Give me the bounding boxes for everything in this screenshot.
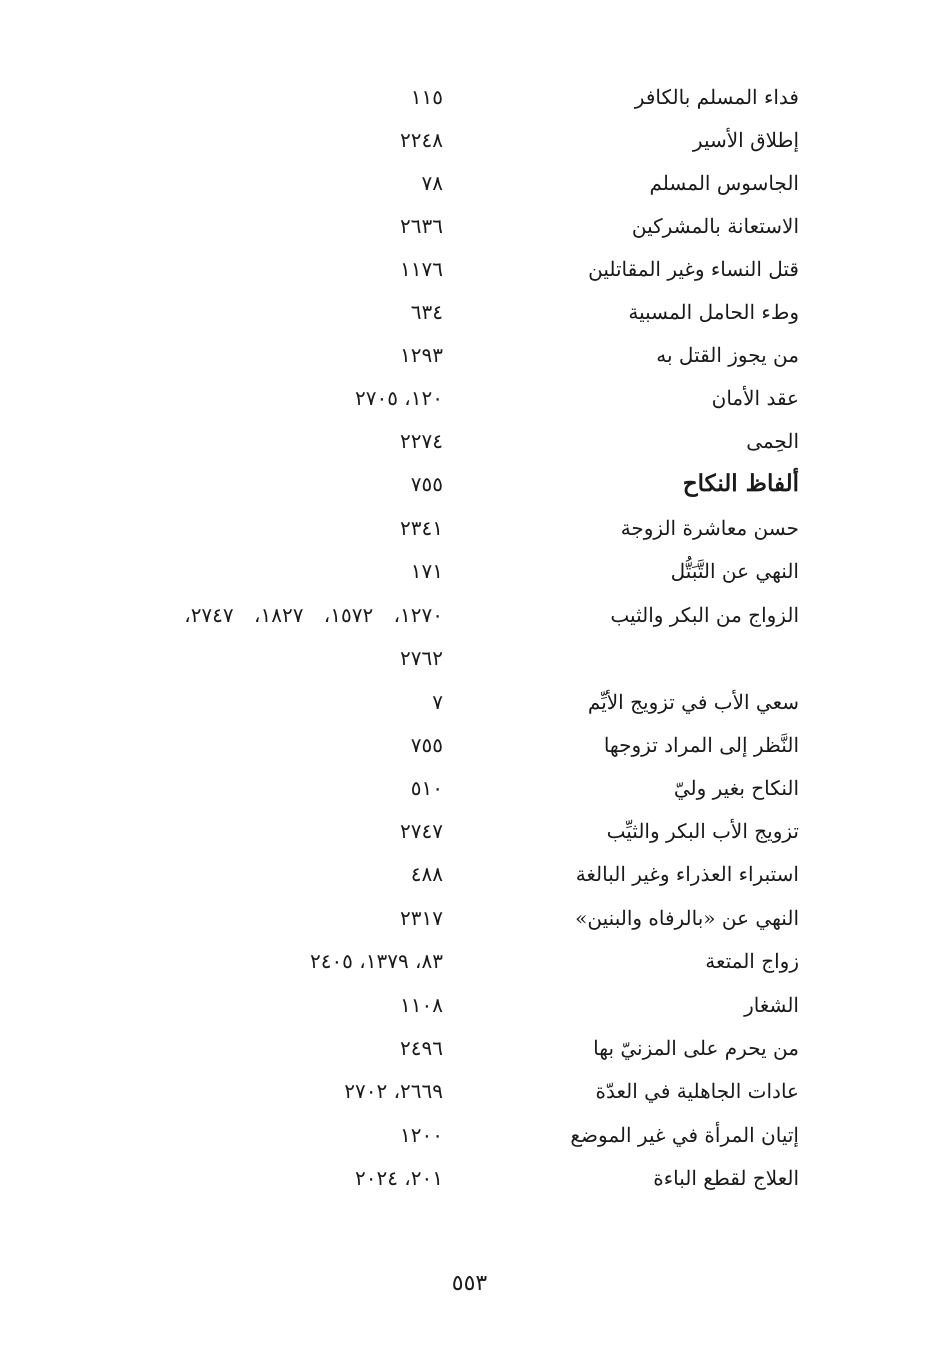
- topic-label: زواج المتعة: [705, 949, 799, 973]
- index-entry: [0, 163, 939, 203]
- index-entry: [0, 335, 939, 375]
- topic-label: من يحرم على المزنيّ بها: [593, 1036, 799, 1060]
- page-number: ٥٥٣: [451, 1271, 488, 1296]
- reference-numbers: ٧٥٥: [410, 472, 443, 496]
- topic-label: الحِمى: [746, 429, 799, 453]
- topic-label: إتيان المرأة في غير الموضع: [570, 1123, 799, 1147]
- topic-label: العلاج لقطع الباءة: [653, 1166, 799, 1190]
- reference-numbers: ٢٧٤٧: [400, 819, 443, 843]
- index-entry: [0, 421, 939, 461]
- topic-label: النهي عن «بالرفاه والبنين»: [575, 906, 799, 930]
- topic-label: النهي عن التَّبَتُّل: [670, 559, 799, 583]
- topic-label: الشغار: [744, 993, 799, 1017]
- index-entry: [0, 854, 939, 894]
- index-entry: [0, 77, 939, 117]
- reference-numbers: ٢٢٤٨: [400, 128, 443, 152]
- reference-numbers: ٨٣، ١٣٧٩، ٢٤٠٥: [309, 949, 443, 973]
- topic-label: تزويج الأب البكر والثيِّب: [606, 819, 799, 843]
- topic-label: قتل النساء وغير المقاتلين: [588, 257, 799, 281]
- reference-numbers: ٧: [432, 690, 443, 714]
- topic-label: وطء الحامل المسبية: [628, 300, 799, 324]
- topic-label: النكاح بغير وليّ: [673, 776, 799, 800]
- reference-numbers: ٧٥٥: [410, 733, 443, 757]
- index-entry: [0, 768, 939, 808]
- reference-numbers: ٥١٠: [410, 776, 443, 800]
- index-entry: [0, 206, 939, 246]
- reference-numbers: ٢٤٩٦: [400, 1036, 443, 1060]
- index-entry: [0, 595, 939, 635]
- reference-numbers: ١١٠٨: [400, 993, 443, 1017]
- index-entry-continuation: [0, 638, 939, 678]
- topic-label: عقد الأمان: [711, 386, 799, 410]
- topic-label: حسن معاشرة الزوجة: [620, 516, 799, 540]
- reference-numbers: ٢٢٧٤: [400, 429, 443, 453]
- index-entry: [0, 464, 939, 504]
- reference-numbers: ١١٥: [410, 85, 443, 109]
- topic-label: فداء المسلم بالكافر: [634, 85, 799, 109]
- index-entry: [0, 249, 939, 289]
- index-entry: [0, 292, 939, 332]
- reference-numbers: ١١٧٦: [400, 257, 443, 281]
- index-entry: [0, 1028, 939, 1068]
- index-entry: [0, 508, 939, 548]
- index-entry: [0, 1158, 939, 1198]
- topic-label: إطلاق الأسير: [692, 128, 799, 152]
- index-entry: [0, 378, 939, 418]
- reference-numbers: ١٢٧٠، ١٥٧٢، ١٨٢٧، ٢٧٤٧،: [184, 603, 443, 627]
- reference-numbers: ٦٣٤: [410, 300, 443, 324]
- index-entry: [0, 941, 939, 981]
- reference-numbers: ٢٦٣٦: [400, 214, 443, 238]
- index-entry: [0, 120, 939, 160]
- reference-numbers: ٧٨: [421, 171, 443, 195]
- topic-label: الاستعانة بالمشركين: [631, 214, 799, 238]
- index-entry: [0, 811, 939, 851]
- index-entry: [0, 682, 939, 722]
- index-entry: [0, 898, 939, 938]
- reference-numbers: ٢٣٤١: [400, 516, 443, 540]
- index-entry: [0, 551, 939, 591]
- topic-label: استبراء العذراء وغير البالغة: [575, 862, 799, 886]
- reference-numbers: ٢٠١، ٢٠٢٤: [354, 1166, 443, 1190]
- index-entry: [0, 1115, 939, 1155]
- reference-numbers: ١٢٠٠: [400, 1123, 443, 1147]
- topic-label: عادات الجاهلية في العدّة: [595, 1079, 799, 1103]
- reference-numbers: ٢٣١٧: [400, 906, 443, 930]
- index-entry: [0, 985, 939, 1025]
- reference-numbers: ٤٨٨: [410, 862, 443, 886]
- topic-label: النَّظر إلى المراد تزوجها: [603, 733, 799, 757]
- reference-numbers: ١٢٩٣: [400, 343, 443, 367]
- topic-label: الجاسوس المسلم: [649, 171, 799, 195]
- topic-label: الزواج من البكر والثيب: [610, 603, 799, 627]
- reference-numbers: ١٧١: [410, 559, 443, 583]
- topic-label: من يجوز القتل به: [656, 343, 799, 367]
- index-entry: [0, 725, 939, 765]
- section-heading: ألفاظ النكاح: [682, 470, 799, 497]
- index-entry: [0, 1071, 939, 1111]
- reference-numbers: ٢٧٦٢: [400, 646, 443, 670]
- reference-numbers: ٢٦٦٩، ٢٧٠٢: [344, 1079, 443, 1103]
- topic-label: سعي الأب في تزويج الأيِّم: [587, 690, 799, 714]
- reference-numbers: ١٢٠، ٢٧٠٥: [354, 386, 443, 410]
